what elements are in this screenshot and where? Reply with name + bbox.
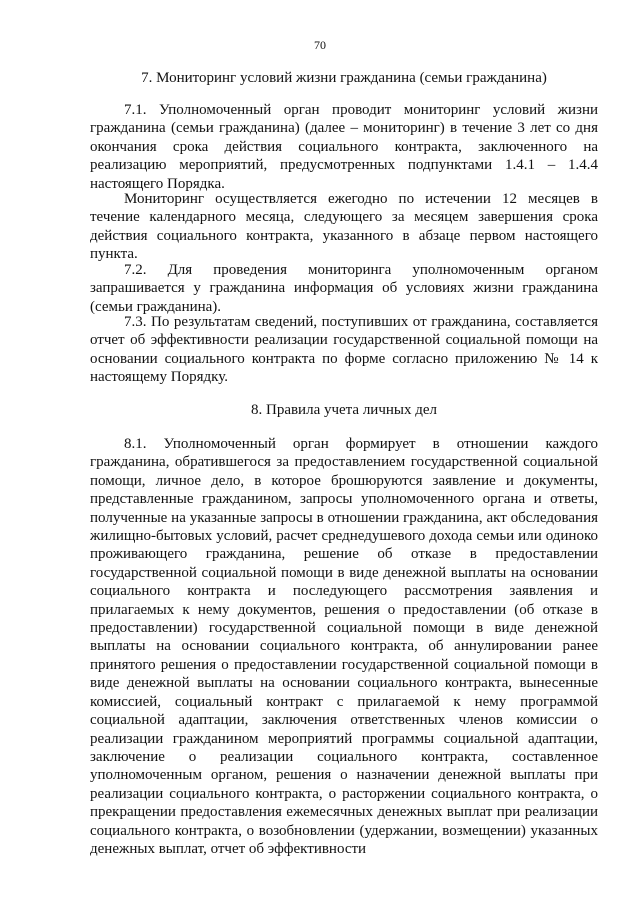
page-number: 70 bbox=[314, 38, 326, 52]
section-7-heading: 7. Мониторинг условий жизни гражданина (семьи гражданина) bbox=[141, 70, 547, 86]
paragraph-7-1: 7.1. Уполномоченный орган проводит мониторинг условий жизни гражданина (семьи гражданина) (далее – мониторинг) в течение 3 лет со дня окончания срока действия социального контракта, заключенного на реализацию мероприятий, предусмотренных подпунктами 1.4.1 – 1.4.4 настоящего Порядка. bbox=[90, 102, 598, 192]
paragraph-7-1-monitoring: Мониторинг осуществляется ежегодно по истечении 12 месяцев в течение календарного месяца, следующего за месяцем завершения срока действия социального контракта, указанного в абзаце первом настоящего пункта. bbox=[90, 191, 598, 263]
paragraph-7-2: 7.2. Для проведения мониторинга уполномоченным органом запрашивается у гражданина информация об условиях жизни гражданина (семьи гражданина). bbox=[90, 262, 598, 315]
paragraph-7-3: 7.3. По результатам сведений, поступивших от гражданина, составляется отчет об эффективности реализации государственной социальной помощи на основании социального контракта по форме согласно приложению № 14 к настоящему Порядку. bbox=[90, 314, 598, 386]
section-8-heading: 8. Правила учета личных дел bbox=[250, 402, 438, 418]
paragraph-8-1: 8.1. Уполномоченный орган формирует в отношении каждого гражданина, обратившегося за предоставлением государственной социальной помощи, личное дело, в которое брошюруются заявление и документы, представленные гражданином, запросы уполномоченного органа и ответы, полученные на указанные запросы в отношении гражданина, акт обследования жилищно-бытовых условий, расчет среднедушевого дохода семьи или одиноко проживающего гражданина, решение об отказе в предоставлении государственной социальной помощи в виде денежной выплаты на основании социального контракта и последующего рассмотрения заявления и прилагаемых к нему документов, решения о предоставлении (об отказе в предоставлении) государственной социальной помощи в виде денежной выплаты на основании социального контракта, об аннулировании ранее принятого решения о предоставлении государственной социальной помощи в виде денежной выплаты на основании социального контракта, вынесенные комиссией, социальный контракт с прилагаемой к нему программой социальной адаптации, заключения ответственных членов комиссии о реализации гражданином мероприятий программы социальной адаптации, заключение о реализации социального контракта, составленное уполномоченным органом, решения о назначении денежной выплаты при реализации социального контракта, о расторжении социального контракта, о прекращении предоставления ежемесячных денежных выплат при реализации социального контракта, о возобновлении (удержании, возмещении) указанных денежных выплат, отчет об эффективности bbox=[90, 436, 598, 857]
